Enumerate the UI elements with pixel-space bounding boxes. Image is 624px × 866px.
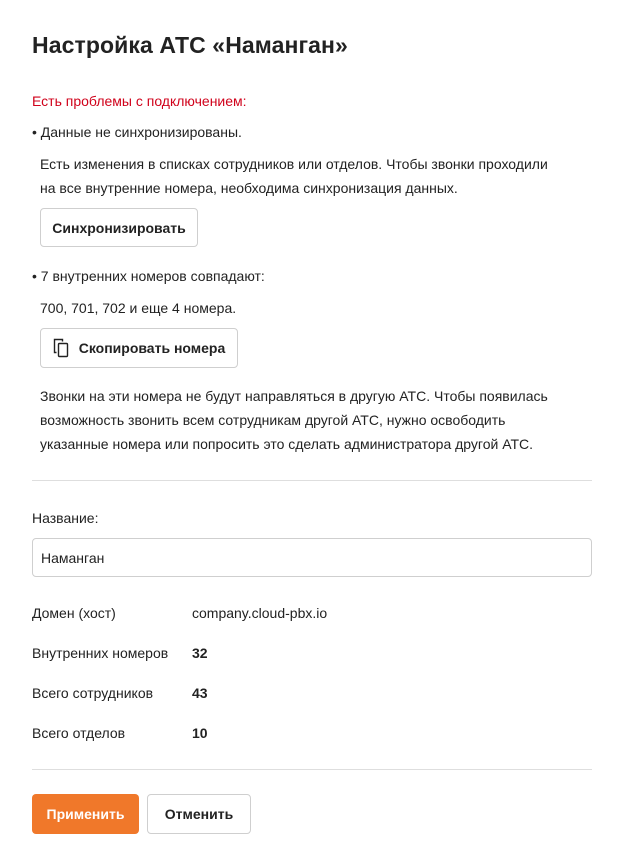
divider [32, 480, 592, 481]
info-value-domain: company.cloud-pbx.io [192, 605, 328, 621]
name-input[interactable] [32, 538, 592, 577]
duplicates-problem-bullet: • 7 внутренних номеров совпадают: [32, 268, 265, 284]
copy-icon [53, 338, 69, 358]
sync-description-line-2: на все внутренние номера, необходима синхронизация данных. [40, 180, 458, 196]
duplicate-numbers-text: 700, 701, 702 и еще 4 номера. [40, 300, 237, 316]
apply-button[interactable]: Применить [32, 794, 139, 834]
problems-header: Есть проблемы с подключением: [32, 93, 247, 109]
copy-numbers-button-label: Скопировать номера [78, 340, 226, 356]
duplicates-description-line-3: указанные номера или попросить это сделать администратора другой АТС. [40, 436, 534, 452]
divider [32, 769, 592, 770]
info-key-departments: Всего отделов [32, 725, 126, 741]
info-key-domain: Домен (хост) [32, 605, 116, 621]
info-key-employees: Всего сотрудников [32, 685, 154, 701]
sync-problem-bullet: • Данные не синхронизированы. [32, 124, 242, 140]
cancel-button[interactable] [147, 794, 251, 834]
sync-button[interactable] [40, 208, 198, 247]
info-value-employees: 43 [192, 685, 208, 701]
copy-numbers-button[interactable] [40, 328, 238, 368]
name-label: Название: [32, 510, 99, 526]
cancel-button-label: Отменить [164, 806, 234, 822]
sync-description-line-1: Есть изменения в списках сотрудников или отделов. Чтобы звонки проходили [40, 156, 548, 172]
sync-button-label: Синхронизировать [52, 219, 186, 236]
info-key-extensions: Внутренних номеров [32, 645, 169, 661]
duplicates-description-line-2: возможность звонить всем сотрудникам другой АТС, нужно освободить [40, 412, 506, 428]
info-value-extensions: 32 [192, 645, 208, 661]
page-title: Настройка АТС «Наманган» [32, 32, 348, 58]
duplicates-description-line-1: Звонки на эти номера не будут направляться в другую АТС. Чтобы появилась [40, 388, 548, 404]
info-value-departments: 10 [192, 725, 208, 741]
